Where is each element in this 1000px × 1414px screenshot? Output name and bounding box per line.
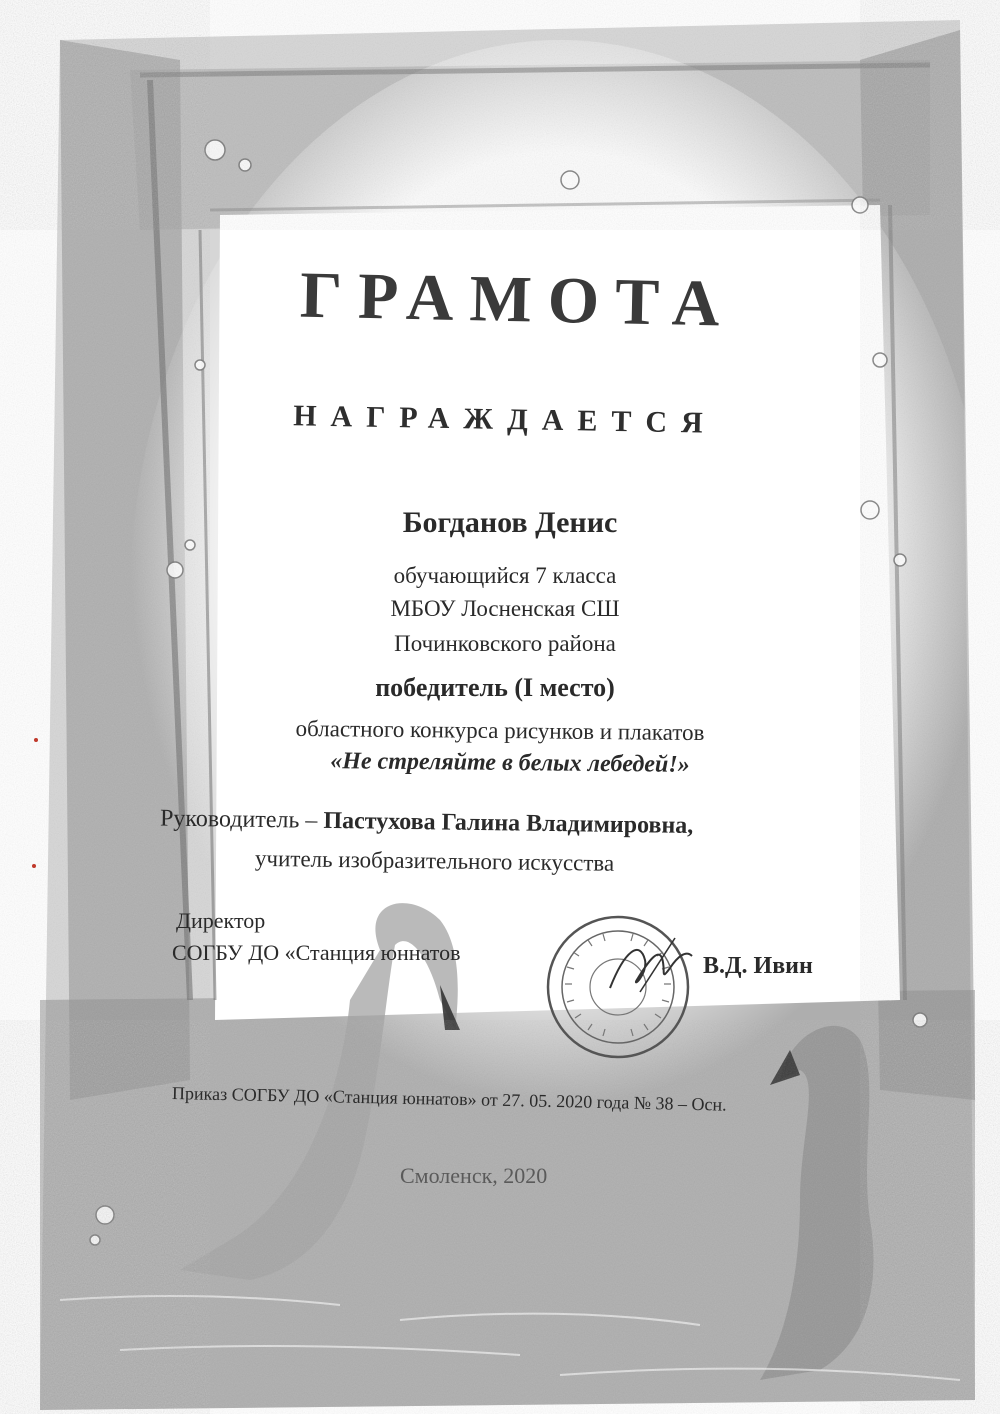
contest-line: областного конкурса рисунков и плакатов: [295, 715, 705, 746]
supervisor-role: учитель изобразительного искусства: [254, 845, 615, 876]
awarded-heading: НАГРАЖДАЕТСЯ: [292, 399, 718, 440]
director-title: Директор: [176, 908, 266, 933]
recipient-name: Богданов Денис: [402, 506, 618, 539]
supervisor-prefix: Руководитель –: [159, 805, 324, 834]
order-line: Приказ СОГБУ ДО «Станция юннатов» от 27. 05. 2020 года № 38 – Осн.: [171, 1083, 727, 1115]
award-result: победитель (I место): [375, 673, 615, 702]
signature-mark: [600, 930, 700, 1000]
district-line: Починковского района: [394, 631, 616, 656]
supervisor-name: Пастухова Галина Владимировна,: [323, 807, 694, 839]
city-year: Смоленск, 2020: [400, 1163, 548, 1188]
school-line: МБОУ Лосненская СШ: [390, 596, 620, 621]
director-name: В.Д. Ивин: [703, 953, 813, 979]
certificate-title: ГРАМОТА: [299, 258, 737, 341]
director-organization: СОГБУ ДО «Станция юннатов: [172, 940, 461, 965]
contest-name: «Не стреляйте в белых лебедей!»: [330, 748, 690, 778]
student-line: обучающийся 7 класса: [393, 563, 617, 588]
